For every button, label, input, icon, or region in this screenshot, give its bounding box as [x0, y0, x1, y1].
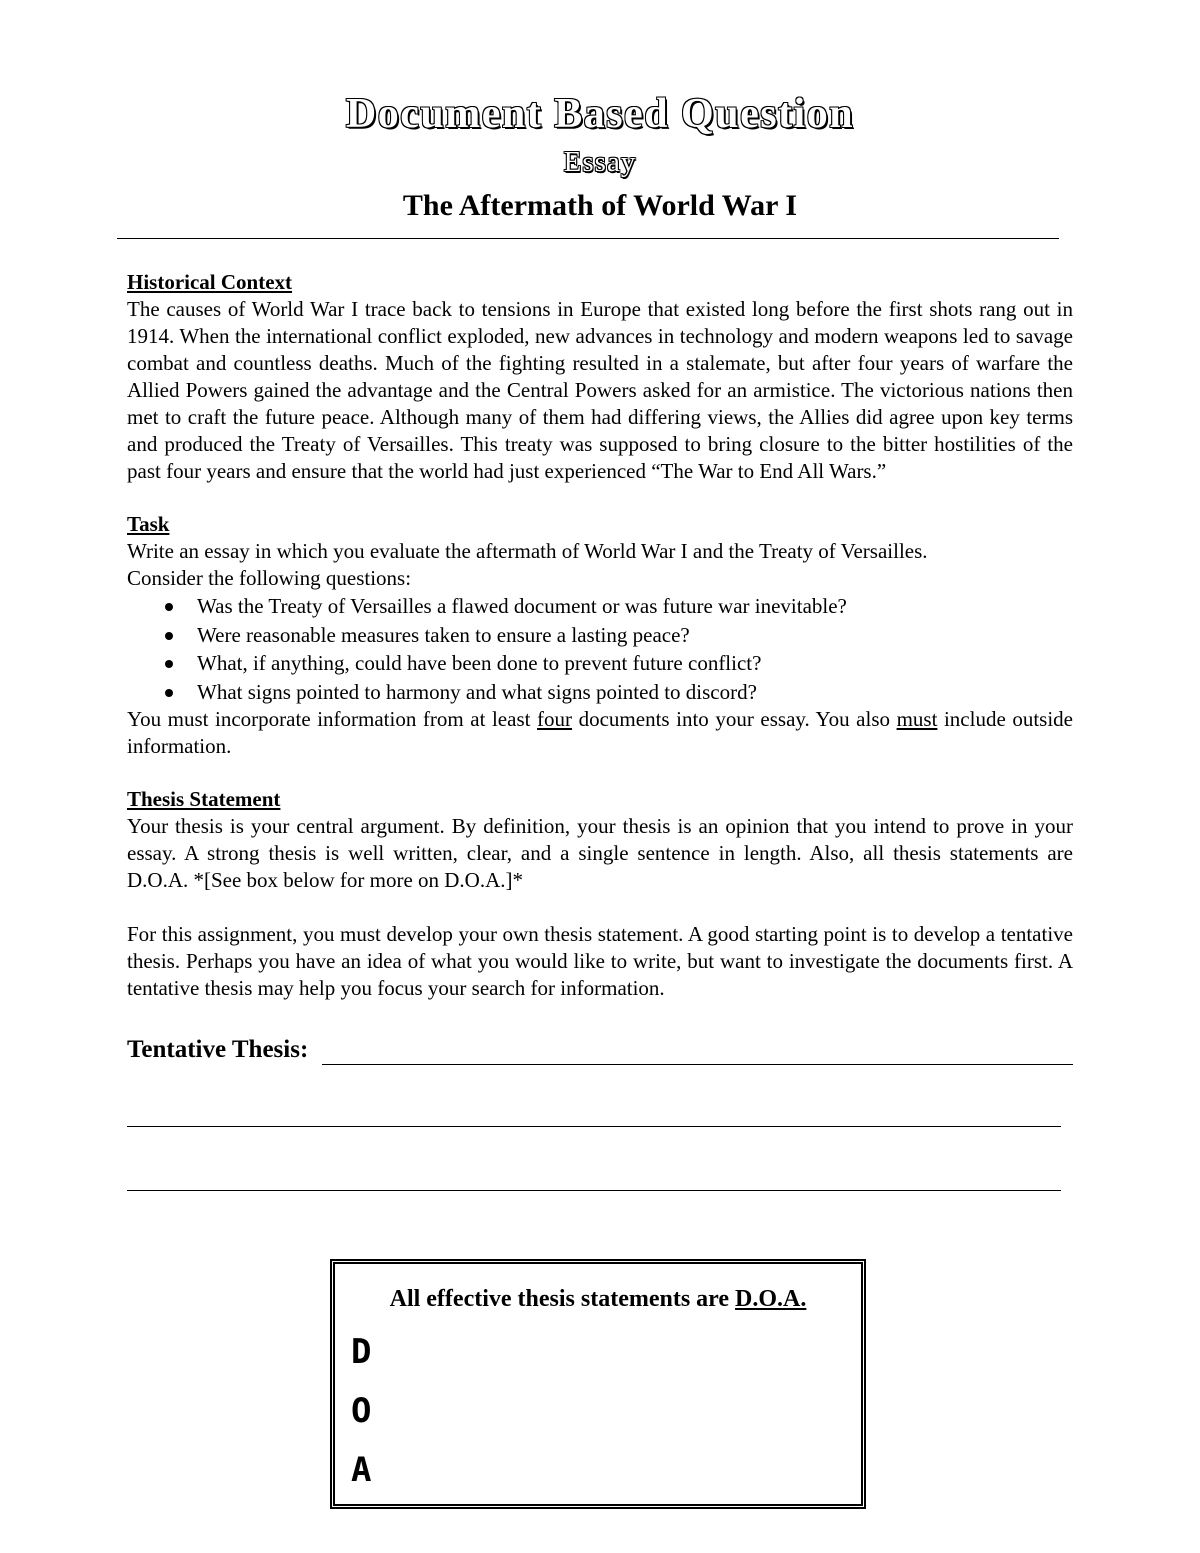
- task-intro-line2: Consider the following questions:: [127, 566, 412, 590]
- task-requirements: [127, 706, 1073, 760]
- document-page: [127, 88, 1073, 1191]
- doa-title-prefix: All effective thesis statements are: [389, 1286, 736, 1312]
- doa-letter-o: O: [351, 1391, 372, 1431]
- doa-letter-d: D: [351, 1332, 372, 1372]
- task-heading: Task: [127, 512, 170, 536]
- task-section: [127, 511, 1073, 760]
- task-question-item: What signs pointed to harmony and what signs pointed to discord?: [161, 678, 1073, 707]
- tentative-thesis-row: [127, 1035, 1073, 1065]
- task-question-item: Was the Treaty of Versailles a flawed document or was future war inevitable?: [161, 592, 1073, 621]
- thesis-heading: Thesis Statement: [127, 787, 281, 811]
- thesis-section: [127, 786, 1073, 1002]
- tentative-thesis-line-3[interactable]: [127, 1189, 1061, 1191]
- thesis-text-1: Your thesis is your central argument. By definition, your thesis is an opinion that you intend to prove in your essay. A strong thesis is well written, clear, and a single sentence in length. Also, all thesis statements are D.O.A. *[See box below for more on D.O.A.]*: [127, 814, 1073, 892]
- task-question-list: [127, 592, 1073, 706]
- doa-letter-a: A: [351, 1450, 372, 1490]
- thesis-text-2: For this assignment, you must develop your own thesis statement. A good starting point is to develop a tentative thesis. Perhaps you have an idea of what you would like to write, but want to investigate the documents first. A tentative thesis may help you focus your search for information.: [127, 922, 1073, 1000]
- tentative-thesis-line-1[interactable]: [322, 1036, 1073, 1065]
- title-divider: [117, 238, 1059, 239]
- page-topic: The Aftermath of World War I: [402, 189, 798, 222]
- doa-box: [330, 1259, 866, 1509]
- task-question-item: Were reasonable measures taken to ensure a lasting peace?: [161, 621, 1073, 650]
- task-req-part1: You must incorporate information from at least: [127, 707, 538, 731]
- task-req-emph-must: must: [896, 707, 938, 731]
- task-question-item: What, if anything, could have been done to prevent future conflict?: [161, 649, 1073, 678]
- task-req-part3: include outside information.: [127, 707, 1073, 758]
- doa-title-emph: D.O.A.: [735, 1286, 807, 1312]
- tentative-thesis-label: Tentative Thesis:: [127, 1036, 309, 1063]
- historical-context-section: [127, 269, 1073, 485]
- task-req-emph-four: four: [537, 707, 573, 731]
- page-subtitle: Essay: [563, 146, 637, 178]
- page-title: Document Based Question: [345, 91, 855, 137]
- historical-context-heading: Historical Context: [127, 270, 293, 294]
- historical-context-text: The causes of World War I trace back to tensions in Europe that existed long before the first shots rang out in 1914. When the international conflict exploded, new advances in technology and modern weapons led to savage combat and countless deaths. Much of the fighting resulted in a stalemate, but after four years of warfare the Allied Powers gained the advantage and the Central Powers asked for an armistice. The victorious nations then met to craft the future peace. Although many of them had differing views, the Allies did agree upon key terms and produced the Treaty of Versailles. This treaty was supposed to bring closure to the bitter hostilities of the past four years and ensure that the world had just experienced “The War to End All Wars.”: [127, 297, 1073, 483]
- task-intro-line1: Write an essay in which you evaluate the aftermath of World War I and the Treaty of Versailles.: [127, 539, 928, 563]
- doa-box-title: [335, 1284, 861, 1314]
- task-req-part2: documents into your essay. You also: [572, 707, 897, 731]
- tentative-thesis-line-2[interactable]: [127, 1125, 1061, 1127]
